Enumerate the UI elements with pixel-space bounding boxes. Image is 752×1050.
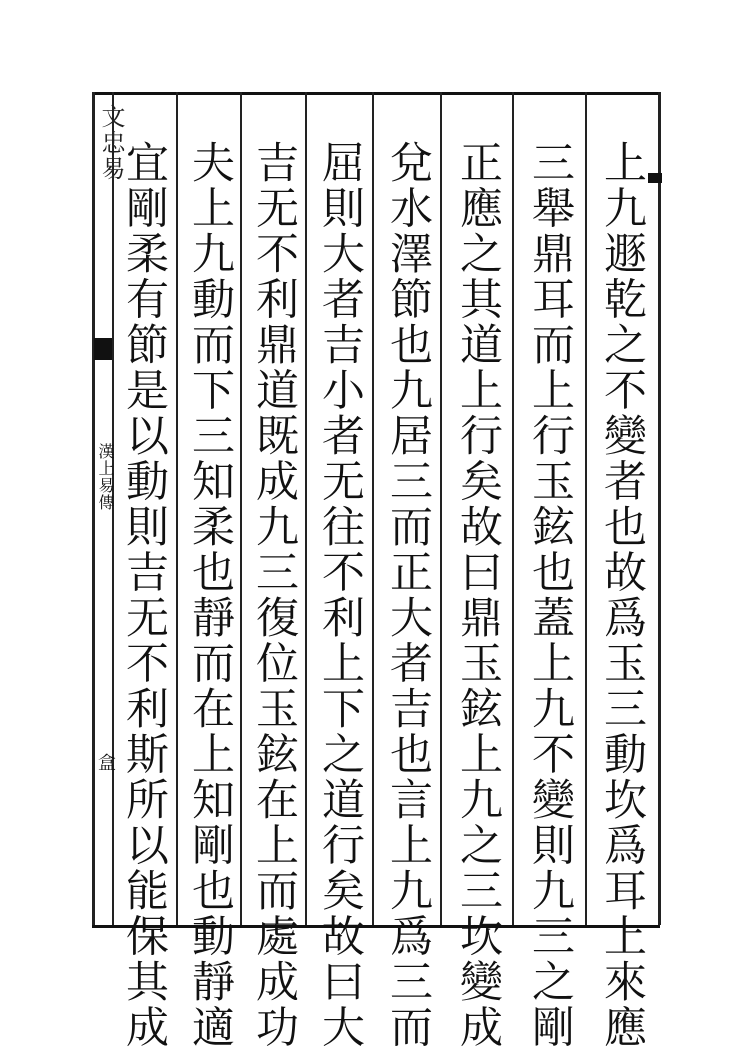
spine-title: 文忠易: [97, 104, 125, 182]
column-rule: [372, 92, 374, 925]
column-rule: [585, 92, 587, 925]
text-column: [524, 140, 576, 1050]
column-rule: [240, 92, 242, 925]
column-rule: [512, 92, 514, 925]
column-text: 宜剛柔有節是以動則吉无不利斯所以能保其成: [119, 140, 169, 1050]
fishtail-mark: [94, 338, 112, 360]
text-column: [452, 140, 504, 1050]
column-text: 三舉鼎耳而上行玉鉉也蓋上九不變則九三之剛: [525, 140, 575, 1050]
column-rule: [440, 92, 442, 925]
column-rule: [176, 92, 178, 925]
column-text: 上九遯乾之不變者也故爲玉三動坎爲耳上來應: [597, 140, 647, 1050]
text-column: [184, 140, 236, 1050]
text-column: [314, 140, 366, 1050]
text-column: [596, 140, 648, 1050]
column-text: 正應之其道上行矣故曰鼎玉鉉上九之三坎變成: [453, 140, 503, 1050]
spine-book-title: 漢上易傳: [96, 443, 115, 511]
text-column: [382, 140, 434, 1050]
column-text: 吉无不利鼎道既成九三復位玉鉉在上而處成功: [249, 140, 299, 1050]
right-border-rule: [658, 92, 661, 925]
text-column: [118, 140, 170, 1050]
column-text: 屈則大者吉小者无往不利上下之道行矣故曰大: [315, 140, 365, 1050]
column-text: 兌水澤節也九居三而正大者吉也言上九爲三而: [383, 140, 433, 1050]
column-rule: [305, 92, 307, 925]
frame-corner-mark: [648, 173, 662, 183]
text-column: [248, 140, 300, 1050]
folio-number: 盒: [95, 753, 116, 771]
column-text: 夫上九動而下三知柔也靜而在上知剛也動靜適: [185, 140, 235, 1050]
